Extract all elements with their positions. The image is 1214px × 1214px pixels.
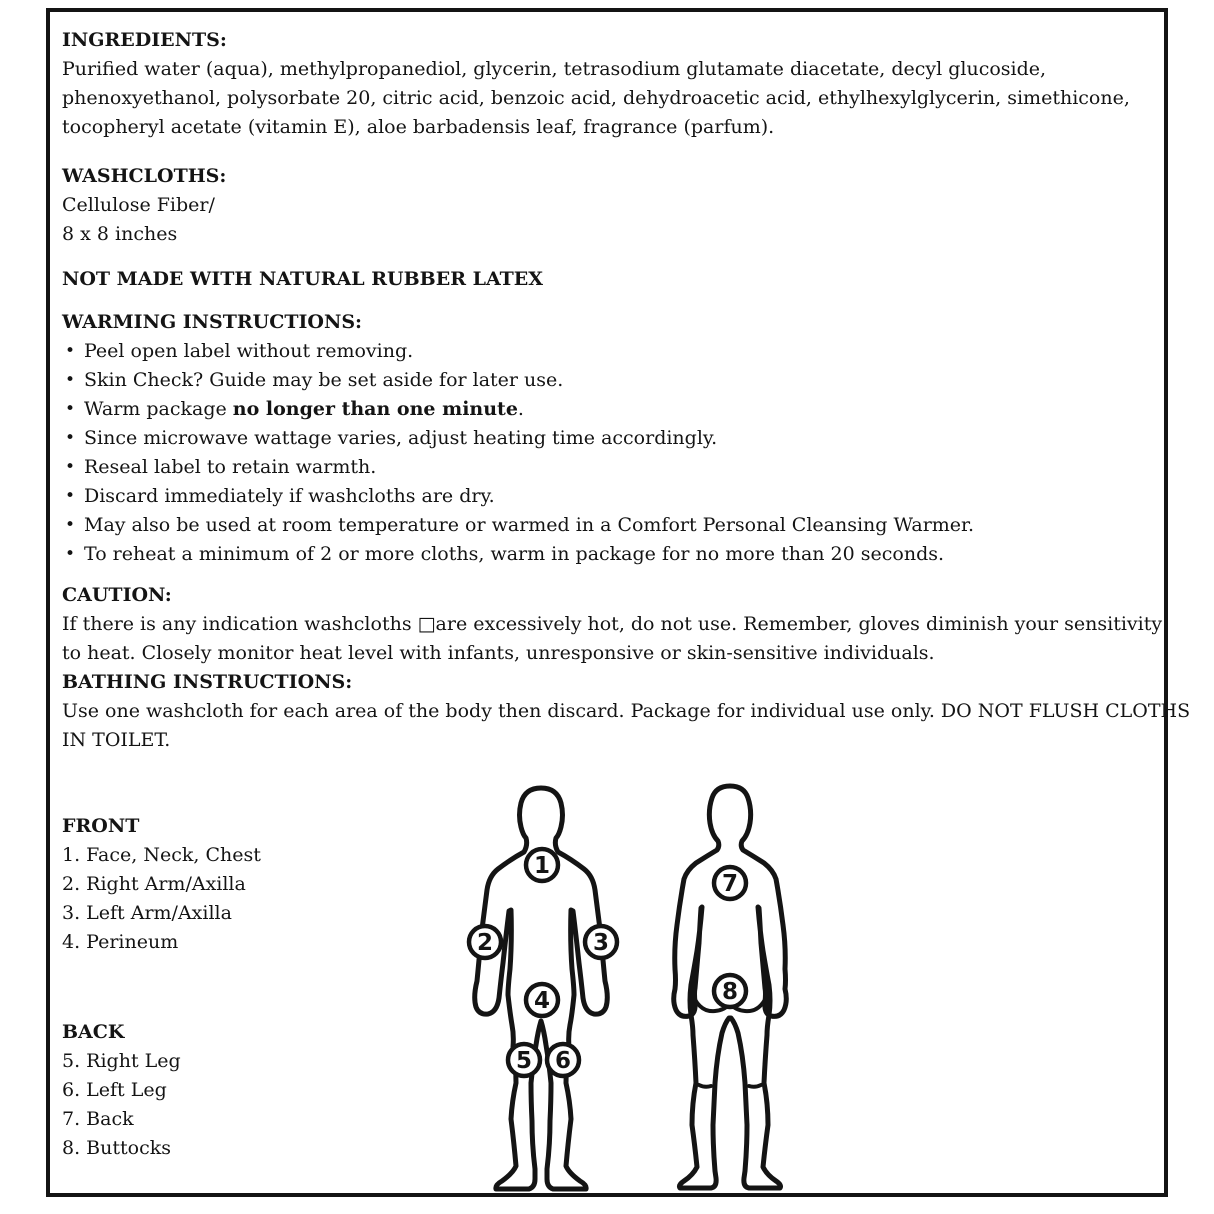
front-list-item: 1. Face, Neck, Chest bbox=[62, 844, 261, 866]
body-marker-2 bbox=[469, 926, 501, 958]
warming-heading: WARMING INSTRUCTIONS: bbox=[62, 311, 363, 333]
section-ingredients bbox=[62, 26, 1152, 142]
bullet-text: Peel open label without removing. bbox=[84, 340, 414, 362]
washcloths-heading: WASHCLOTHS: bbox=[62, 165, 227, 187]
warming-bullet bbox=[62, 424, 1152, 453]
warming-bullet-list bbox=[62, 337, 1152, 569]
bullet-text: Reseal label to retain warmth. bbox=[84, 456, 377, 478]
body-marker-5 bbox=[508, 1044, 540, 1076]
ingredients-heading: INGREDIENTS: bbox=[62, 29, 227, 51]
body-marker-6 bbox=[547, 1044, 579, 1076]
back-list-item: 5. Right Leg bbox=[62, 1050, 181, 1072]
back-list-item: 6. Left Leg bbox=[62, 1079, 167, 1101]
warming-bullet bbox=[62, 453, 1152, 482]
marker-number-2: 2 bbox=[476, 930, 494, 956]
bathing-heading: BATHING INSTRUCTIONS: bbox=[62, 671, 353, 693]
bathing-line: IN TOILET. bbox=[62, 729, 171, 751]
bullet-text: Skin Check? Guide may be set aside for later use. bbox=[84, 369, 564, 391]
bullet-text: Discard immediately if washcloths are dry. bbox=[84, 485, 495, 507]
front-list-heading: FRONT bbox=[62, 815, 140, 837]
front-list-item: 2. Right Arm/Axilla bbox=[62, 873, 246, 895]
back-list-heading: BACK bbox=[62, 1021, 125, 1043]
body-marker-7 bbox=[714, 867, 746, 899]
section-warming-instructions bbox=[62, 308, 1152, 569]
label-border-box bbox=[46, 8, 1191, 1197]
back-list-item: 8. Buttocks bbox=[62, 1137, 171, 1159]
bullet-text: Warm package bbox=[84, 398, 233, 420]
warming-bullet bbox=[62, 337, 1152, 366]
washcloths-line: 8 x 8 inches bbox=[62, 223, 178, 245]
section-caution bbox=[62, 581, 1163, 668]
ingredients-line: Purified water (aqua), methylpropanediol, glycerin, tetrasodium glutamate diacetate, decyl glucoside, bbox=[62, 58, 1047, 80]
body-marker-8 bbox=[714, 975, 746, 1007]
marker-number-4: 4 bbox=[533, 988, 551, 1014]
bullet-text: May also be used at room temperature or warmed in a Comfort Personal Cleansing Warmer. bbox=[84, 514, 975, 536]
warming-bullet bbox=[62, 366, 1152, 395]
front-list-item: 4. Perineum bbox=[62, 931, 179, 953]
warming-bullet bbox=[62, 511, 1152, 540]
body-marker-4 bbox=[526, 984, 558, 1016]
marker-number-3: 3 bbox=[592, 930, 610, 956]
body-diagram-area bbox=[62, 755, 1152, 1191]
bullet-text: Since microwave wattage varies, adjust heating time accordingly. bbox=[84, 427, 718, 449]
back-body-figure bbox=[663, 783, 798, 1193]
front-body-parts-list bbox=[62, 812, 382, 957]
caution-line: to heat. Closely monitor heat level with infants, unresponsive or skin-sensitive individuals. bbox=[62, 642, 935, 664]
marker-number-6: 6 bbox=[554, 1048, 572, 1074]
warming-bullet bbox=[62, 395, 1152, 424]
bullet-text: To reheat a minimum of 2 or more cloths, warm in package for no more than 20 seconds. bbox=[84, 543, 945, 565]
body-marker-1 bbox=[526, 849, 558, 881]
caution-line: If there is any indication washcloths □are excessively hot, do not use. Remember, gloves diminish your sensitivity bbox=[62, 613, 1163, 635]
marker-number-1: 1 bbox=[533, 853, 551, 879]
ingredients-line: phenoxyethanol, polysorbate 20, citric acid, benzoic acid, dehydroacetic acid, ethylhexylglycerin, simethicone, bbox=[62, 87, 1130, 109]
ingredients-line: tocopheryl acetate (vitamin E), aloe barbadensis leaf, fragrance (parfum). bbox=[62, 116, 775, 138]
latex-notice: NOT MADE WITH NATURAL RUBBER LATEX bbox=[62, 268, 544, 290]
marker-number-7: 7 bbox=[721, 871, 739, 897]
marker-number-8: 8 bbox=[721, 979, 739, 1005]
right-knee-crease-line bbox=[749, 1085, 761, 1087]
body-marker-3 bbox=[585, 926, 617, 958]
back-body-parts-list bbox=[62, 1018, 382, 1163]
bullet-text-bold: no longer than one minute bbox=[232, 398, 518, 420]
bathing-line: Use one washcloth for each area of the body then discard. Package for individual use only. DO NOT FLUSH CLOTHS bbox=[62, 700, 1191, 722]
section-washcloths bbox=[62, 162, 1152, 249]
marker-number-5: 5 bbox=[515, 1048, 533, 1074]
warming-bullet bbox=[62, 540, 1152, 569]
section-bathing-instructions bbox=[62, 668, 1191, 755]
washcloths-line: Cellulose Fiber/ bbox=[62, 194, 215, 216]
front-list-item: 3. Left Arm/Axilla bbox=[62, 902, 232, 924]
front-body-figure bbox=[455, 783, 627, 1193]
warming-bullet bbox=[62, 482, 1152, 511]
left-knee-crease-line bbox=[699, 1085, 711, 1087]
caution-heading: CAUTION: bbox=[62, 584, 172, 606]
bullet-text: . bbox=[517, 398, 524, 420]
back-list-item: 7. Back bbox=[62, 1108, 134, 1130]
